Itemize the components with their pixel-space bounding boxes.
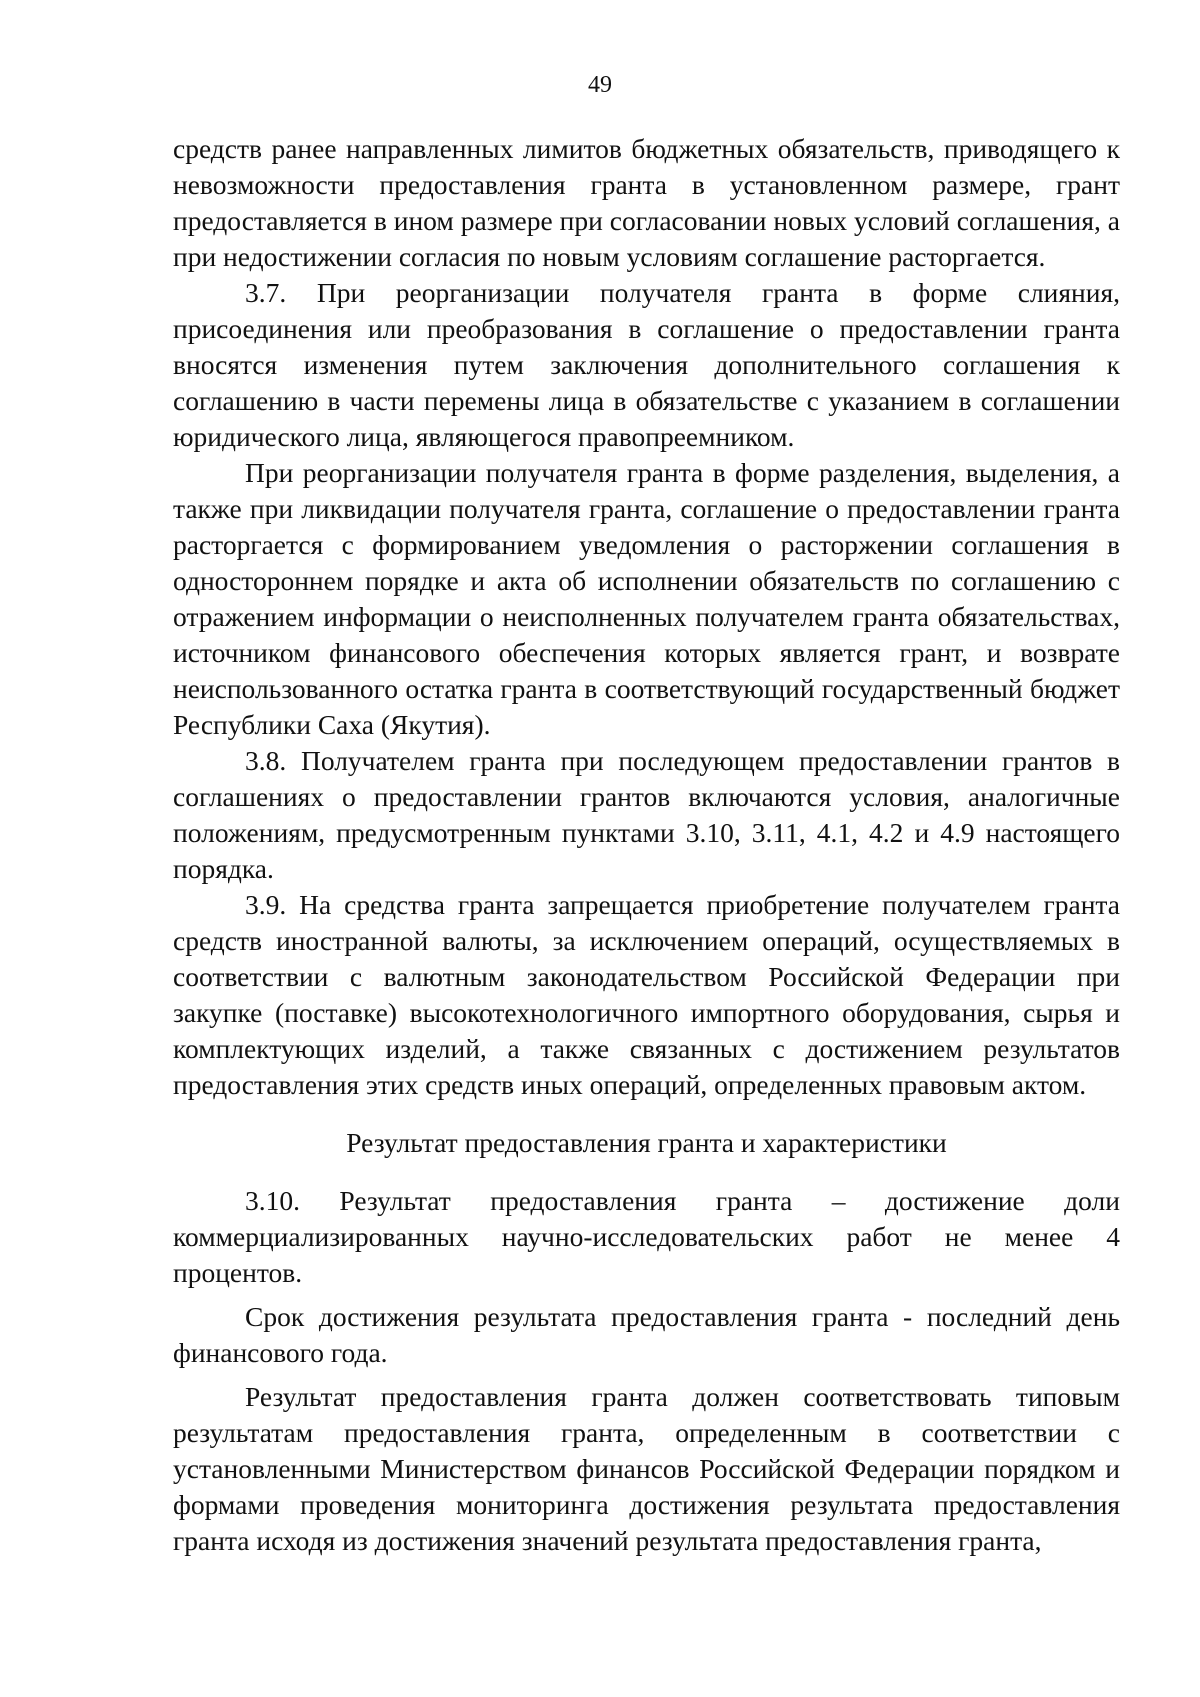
paragraph-result-typical: Результат предоставления гранта должен соответствовать типовым результатам предоставления гранта, определенным в соответствии с установленными Министерством финансов Российской Федерации порядком и формами проведения мониторинга достижения результата предоставления гранта исходя из достижения значений результата предоставления гранта, <box>173 1381 1120 1556</box>
page-number: 49 <box>588 72 612 98</box>
document-body <box>173 131 1120 1559</box>
paragraph-continuation: средств ранее направленных лимитов бюджетных обязательств, приводящего к невозможности предоставления гранта в установленном размере, грант предоставляется в ином размере при согласовании новых условий соглашения, а при недостижении согласия по новым условиям соглашение расторгается. <box>173 133 1120 272</box>
section-heading: Результат предоставления гранта и характеристики <box>346 1127 947 1158</box>
paragraph-3-7: 3.7. При реорганизации получателя гранта в форме слияния, присоединения или преобразования в соглашение о предоставлении гранта вносятся изменения путем заключения дополнительного соглашения к соглашению в части перемены лица в обязательстве с указанием в соглашении юридического лица, являющегося правопреемником. <box>173 277 1120 452</box>
paragraph-3-10: 3.10. Результат предоставления гранта – достижение доли коммерциализированных научно-исследовательских работ не менее 4 процентов. <box>173 1185 1120 1288</box>
paragraph-deadline: Срок достижения результата предоставления гранта - последний день финансового года. <box>173 1301 1120 1368</box>
paragraph-reorganization: При реорганизации получателя гранта в форме разделения, выделения, а также при ликвидации получателя гранта, соглашение о предоставлении гранта расторгается с формированием уведомления о расторжении соглашения в одностороннем порядке и акта об исполнении обязательств по соглашению с отражением информации о неисполненных получателем гранта обязательствах, источником финансового обеспечения которых является грант, и возврате неиспользованного остатка гранта в соответствующий государственный бюджет Республики Саха (Якутия). <box>173 457 1120 740</box>
paragraph-3-9: 3.9. На средства гранта запрещается приобретение получателем гранта средств иностранной валюты, за исключением операций, осуществляемых в соответствии с валютным законодательством Российской Федерации при закупке (поставке) высокотехнологичного импортного оборудования, сырья и комплектующих изделий, а также связанных с достижением результатов предоставления этих средств иных операций, определенных правовым актом. <box>173 889 1120 1100</box>
paragraph-3-8: 3.8. Получателем гранта при последующем предоставлении грантов в соглашениях о предоставлении грантов включаются условия, аналогичные положениям, предусмотренным пунктами 3.10, 3.11, 4.1, 4.2 и 4.9 настоящего порядка. <box>173 745 1120 884</box>
